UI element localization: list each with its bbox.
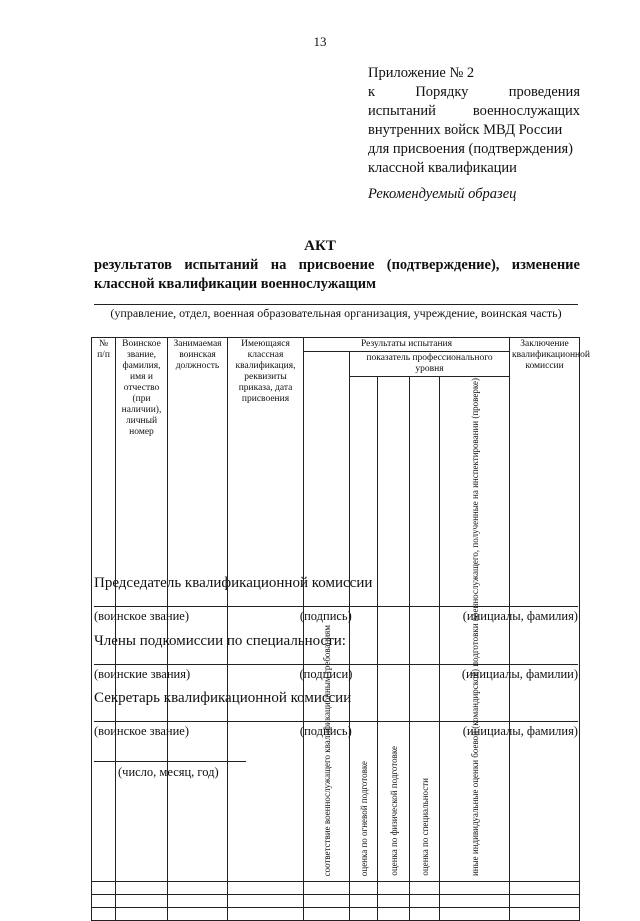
act-subtitle-word: (подтверждение), bbox=[386, 257, 500, 273]
table-cell bbox=[304, 895, 350, 908]
table-row bbox=[92, 908, 580, 921]
act-subtitle bbox=[94, 256, 580, 294]
organization-caption: (управление, отдел, военная образовательная организация, учреждение, воинская часть) bbox=[110, 306, 562, 320]
act-title: АКТ bbox=[304, 238, 336, 254]
header-conclusion: Заключение квалификационной комиссии bbox=[510, 338, 580, 882]
header-physical-cell bbox=[378, 377, 410, 882]
date-caption: (число, месяц, год) bbox=[118, 765, 219, 779]
table-cell bbox=[92, 882, 116, 895]
appendix-line: для присвоения (подтверждения) bbox=[368, 141, 573, 157]
header-number: № п/п bbox=[92, 338, 116, 882]
chairman-rank-caption: (воинское звание) bbox=[94, 609, 189, 623]
page-number: 13 bbox=[313, 34, 327, 49]
table-cell bbox=[92, 895, 116, 908]
members-sign-line bbox=[94, 664, 578, 665]
table-cell bbox=[378, 895, 410, 908]
members-heading: Члены подкомиссии по специальности: bbox=[94, 633, 346, 649]
act-subtitle-word: присвоение bbox=[298, 257, 375, 273]
header-physical: оценка по физической подготовке bbox=[388, 746, 399, 877]
secretary-captions bbox=[94, 724, 578, 739]
chairman-sign-line bbox=[94, 606, 578, 607]
table-body bbox=[92, 882, 580, 921]
header-other: иные индивидуальные оценки боевой (командирской) подготовки военнослужащего, полученные на инспектировании (проверке) bbox=[469, 378, 480, 877]
members-name-caption: (инициалы, фамилии) bbox=[461, 667, 578, 681]
appendix-line: классной квалификации bbox=[368, 160, 517, 176]
appendix-line: Приложение № 2 bbox=[368, 65, 475, 81]
header-class-qualification: Имеющаяся классная квалификация, реквизиты приказа, дата присвоения bbox=[228, 338, 304, 882]
results-table bbox=[91, 337, 590, 921]
table-row bbox=[92, 882, 580, 895]
table-cell bbox=[168, 908, 228, 921]
chairman-signature-caption: (подпись) bbox=[299, 609, 352, 623]
table-cell bbox=[116, 882, 168, 895]
table-cell bbox=[510, 895, 580, 908]
table-cell bbox=[350, 882, 378, 895]
secretary-heading: Секретарь квалификационной комиссии bbox=[94, 690, 352, 706]
table-cell bbox=[410, 895, 440, 908]
header-fire-cell bbox=[350, 377, 378, 882]
header-other-cell bbox=[440, 377, 510, 882]
table-cell bbox=[304, 882, 350, 895]
members-rank-caption: (воинские звания) bbox=[94, 667, 191, 681]
table-cell bbox=[440, 895, 510, 908]
recommended-sample-label: Рекомендуемый образец bbox=[368, 186, 517, 202]
table-cell bbox=[168, 895, 228, 908]
header-conformity: соответствие военнослужащего квалификационным требованиям bbox=[321, 624, 332, 877]
table-cell bbox=[116, 908, 168, 921]
appendix-word: военнослужащих bbox=[472, 103, 580, 119]
act-subtitle-word: испытаний bbox=[184, 257, 259, 273]
table-cell bbox=[378, 908, 410, 921]
act-subtitle-word: на bbox=[270, 257, 287, 273]
table-cell bbox=[304, 908, 350, 921]
table-cell bbox=[410, 908, 440, 921]
table-cell bbox=[92, 908, 116, 921]
appendix-line bbox=[368, 102, 580, 121]
date-fill-line bbox=[94, 761, 246, 762]
chairman-name-caption: (инициалы, фамилия) bbox=[462, 609, 578, 623]
table-cell bbox=[378, 882, 410, 895]
members-captions bbox=[94, 667, 578, 682]
members-signature-caption: (подписи) bbox=[299, 667, 353, 681]
header-specialty: оценка по специальности bbox=[419, 778, 430, 877]
table-cell bbox=[510, 908, 580, 921]
chairman-captions bbox=[94, 609, 578, 624]
table-cell bbox=[440, 882, 510, 895]
appendix-word: Порядку bbox=[415, 84, 469, 100]
table-cell bbox=[510, 882, 580, 895]
act-subtitle-word: изменение bbox=[511, 257, 580, 273]
header-rank-name: Воинское звание, фамилия, имя и отчество (при наличии), личный номер bbox=[116, 338, 168, 882]
appendix-word: испытаний bbox=[368, 103, 436, 119]
table-cell bbox=[116, 895, 168, 908]
table-cell bbox=[228, 908, 304, 921]
appendix-block bbox=[368, 64, 580, 178]
secretary-name-caption: (инициалы, фамилия) bbox=[462, 724, 578, 738]
header-indicators: показатель профессионального уровня bbox=[350, 352, 510, 377]
appendix-word: проведения bbox=[508, 84, 580, 100]
header-test-results: Результаты испытания bbox=[304, 338, 510, 352]
secretary-rank-caption: (воинское звание) bbox=[94, 724, 189, 738]
table-cell bbox=[440, 908, 510, 921]
header-specialty-cell bbox=[410, 377, 440, 882]
table-cell bbox=[168, 882, 228, 895]
act-subtitle-line: классной квалификации военнослужащим bbox=[94, 276, 376, 292]
appendix-line bbox=[368, 83, 580, 102]
chairman-heading: Председатель квалификационной комиссии bbox=[94, 575, 373, 591]
table-cell bbox=[228, 882, 304, 895]
secretary-sign-line bbox=[94, 721, 578, 722]
secretary-signature-caption: (подпись) bbox=[299, 724, 352, 738]
table-cell bbox=[228, 895, 304, 908]
header-fire: оценка по огневой подготовке bbox=[358, 760, 369, 877]
act-subtitle-line bbox=[94, 256, 580, 275]
table-cell bbox=[350, 908, 378, 921]
table-cell bbox=[410, 882, 440, 895]
appendix-word: к bbox=[368, 84, 376, 100]
header-position: Занимаемая воинская должность bbox=[168, 338, 228, 882]
table-cell bbox=[350, 895, 378, 908]
appendix-line: внутренних войск МВД России bbox=[368, 122, 563, 138]
organization-fill-line bbox=[94, 304, 578, 305]
table-row bbox=[92, 895, 580, 908]
act-subtitle-word: результатов bbox=[94, 257, 172, 273]
